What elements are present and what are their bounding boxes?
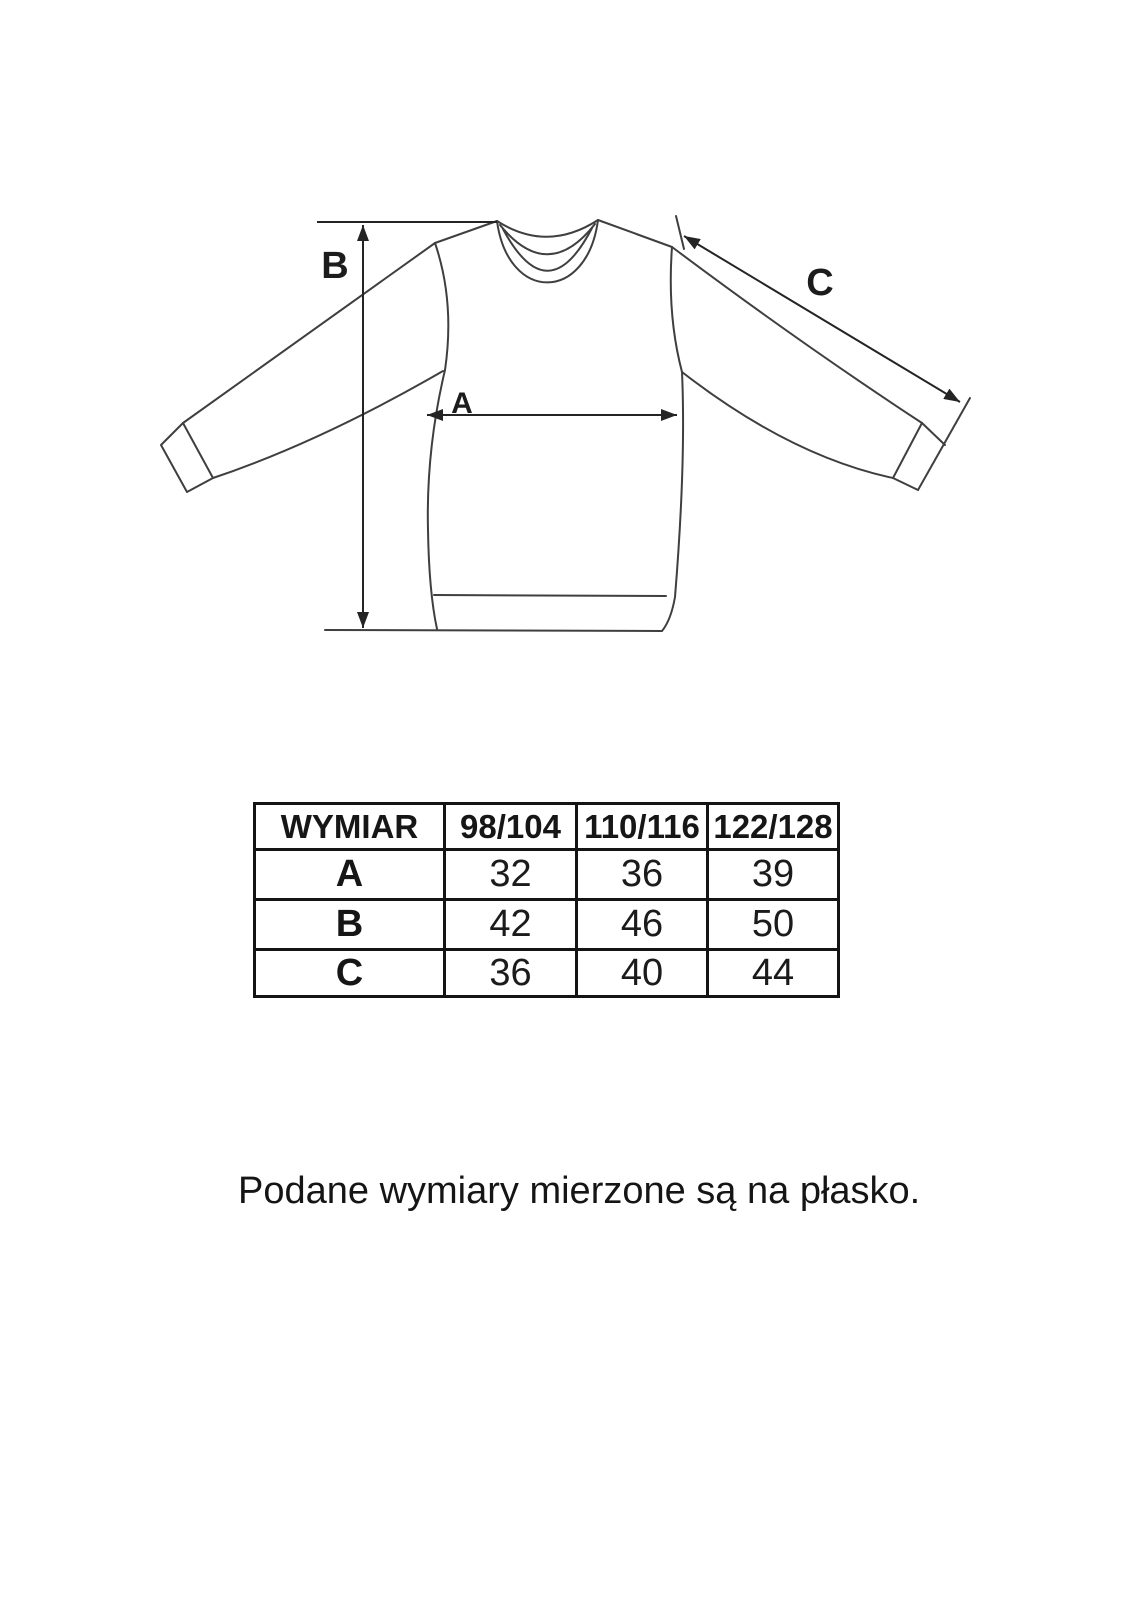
right-cuff-top — [922, 423, 945, 445]
right-cuff-end-and-tick — [918, 398, 970, 490]
value-b-122-128: 50 — [708, 900, 839, 950]
right-shoulder-seam — [598, 220, 672, 247]
right-armhole — [671, 247, 682, 372]
collar-curve-3 — [503, 228, 592, 271]
header-cell-size-3: 122/128 — [708, 804, 839, 850]
size-table — [253, 802, 840, 998]
value-c-122-128: 44 — [708, 950, 839, 997]
header-cell-size-1: 98/104 — [445, 804, 577, 850]
value-a-98-104: 32 — [445, 850, 577, 900]
chest-width-dimension-label: A — [451, 387, 473, 420]
right-sleeve-bottom-edge — [682, 372, 893, 478]
waistband-seam — [434, 595, 666, 596]
length-dimension-label: B — [321, 245, 349, 287]
value-b-110-116: 46 — [577, 900, 708, 950]
row-label-a: A — [255, 850, 445, 900]
right-sleeve-top-edge — [672, 247, 922, 423]
value-c-110-116: 40 — [577, 950, 708, 997]
value-b-98-104: 42 — [445, 900, 577, 950]
size-table-header-row — [255, 804, 839, 850]
right-cuff-bottom — [893, 478, 918, 490]
header-cell-wymiar: WYMIAR — [255, 804, 445, 850]
left-body-edge — [428, 370, 445, 629]
dimension-lines — [317, 222, 960, 628]
size-table-row-b — [255, 900, 839, 950]
c-dimension-arrow — [684, 236, 960, 402]
left-armhole — [435, 243, 448, 370]
row-label-b: B — [255, 900, 445, 950]
measurement-note: Podane wymiary mierzone są na płasko. — [238, 1170, 921, 1212]
left-sleeve-bottom-edge — [213, 371, 443, 478]
row-label-c: C — [255, 950, 445, 997]
right-body-edge — [662, 372, 683, 631]
value-a-110-116: 36 — [577, 850, 708, 900]
left-cuff — [161, 423, 213, 492]
sleeve-dimension-label: C — [806, 262, 834, 304]
hem-and-bottom-reference-line — [325, 630, 661, 631]
collar-curve-1 — [497, 220, 598, 237]
right-cuff-seam — [893, 423, 922, 478]
left-shoulder-seam — [435, 221, 497, 243]
value-c-98-104: 36 — [445, 950, 577, 997]
garment-outline — [161, 216, 970, 631]
c-dimension-shoulder-tick — [676, 216, 684, 249]
header-cell-size-2: 110/116 — [577, 804, 708, 850]
value-a-122-128: 39 — [708, 850, 839, 900]
size-table-row-a — [255, 850, 839, 900]
size-table-row-c — [255, 950, 839, 997]
